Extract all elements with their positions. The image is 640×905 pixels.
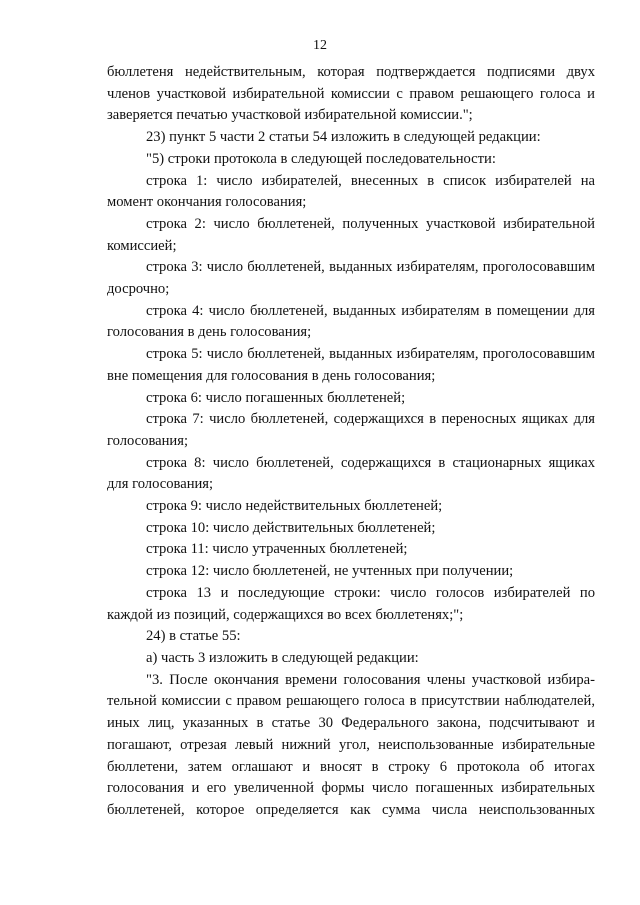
paragraph-row-5: строка 5: число бюллетеней, выданных избирателям, проголосовавшим вне помещения для голосования в день голосования; <box>107 346 595 384</box>
paragraph-continuation: бюллетеня недействительным, которая подтверждается подписями двух членов участковой избирательной комиссии с правом решающего голоса и заверяется печатью участковой избирательной комиссии."; <box>107 64 595 124</box>
paragraph-row-7: строка 7: число бюллетеней, содержащихся в переносных ящиках для голосования; <box>107 411 595 449</box>
paragraph-row-4: строка 4: число бюллетеней, выданных избирателям в помещении для голосования в день голосования; <box>107 302 595 341</box>
paragraph-part-3: "3. После окончания времени голосования члены участковой избирательной комиссии с правом решающего голоса в присутствии наблюдателей, иных лиц, указанных в статье 30 Федерального закона, подсчитывают и погашают, отрезая левый нижний угол, неиспользованные избирательные бюллетени, затем оглашают и вносят в строку 6 протокола об итогах голосования и его увеличенной формы число погашенных избирательных бюллетеней, которое определяется как сумма числа неиспользованных <box>107 671 595 818</box>
paragraph-row-3: строка 3: число бюллетеней, выданных избирателям, проголосовавшим досрочно; <box>107 259 595 298</box>
paragraph-row-6: строка 6: число погашенных бюллетеней; <box>146 389 406 406</box>
paragraph-row-12: строка 12: число бюллетеней, не учтенных при получении; <box>146 563 514 580</box>
paragraph-row-2: строка 2: число бюллетеней, полученных участковой избирательной комиссией; <box>107 215 595 254</box>
paragraph-row-11: строка 11: число утраченных бюллетеней; <box>146 541 408 558</box>
document-body <box>107 62 595 822</box>
paragraph-item-23: 23) пункт 5 части 2 статьи 54 изложить в следующей редакции: <box>146 129 541 146</box>
paragraph-row-10: строка 10: число действительных бюллетеней; <box>146 519 436 536</box>
page-number: 12 <box>313 38 327 53</box>
paragraph-row-9: строка 9: число недействительных бюллетеней; <box>146 498 443 515</box>
paragraph-row-13: строка 13 и последующие строки: число голосов избирателей по каждой из позиций, содержащихся во всех бюллетенях;"; <box>107 584 595 623</box>
paragraph-row-8: строка 8: число бюллетеней, содержащихся в стационарных ящиках для голосования; <box>107 454 595 493</box>
paragraph-subitem-a: а) часть 3 изложить в следующей редакции: <box>146 649 419 666</box>
paragraph-clause-5: "5) строки протокола в следующей последовательности: <box>146 150 496 167</box>
paragraph-item-24: 24) в статье 55: <box>146 628 241 645</box>
paragraph-row-1: строка 1: число избирателей, внесенных в список избирателей на момент окончания голосования; <box>107 172 595 211</box>
